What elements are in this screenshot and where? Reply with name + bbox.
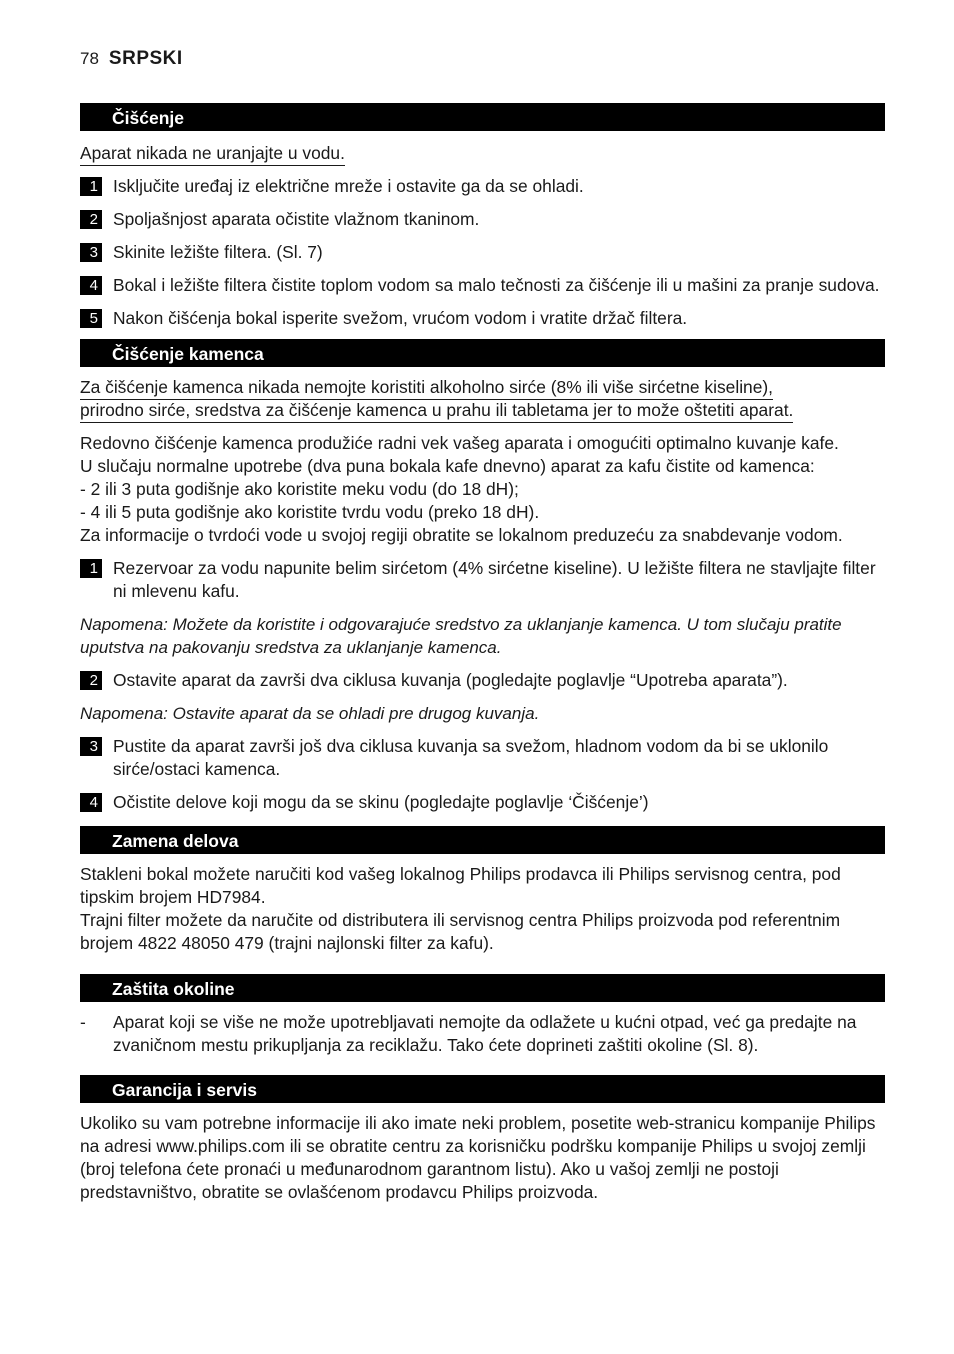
cleaning-step xyxy=(80,241,885,264)
step-number: 3 xyxy=(80,243,102,262)
language-label: SRPSKI xyxy=(108,48,183,69)
step-text: Pustite da aparat završi još dva ciklusa kuvanja sa svežom, hladnom vodom da bi se uklonilo sirće/ostaci kamenca. xyxy=(113,736,829,779)
replacement-para: Stakleni bokal možete naručiti kod vašeg lokalnog Philips prodavca ili Philips servisnog centra, pod tipskim brojem HD7984. xyxy=(80,864,841,907)
intro-line: Za informacije o tvrdoći vode u svojoj regiji obratite se lokalnom preduzeću za snabdevanje vodom. xyxy=(80,525,843,545)
cleaning-warning xyxy=(80,142,885,165)
step-number: 3 xyxy=(80,737,102,756)
step-number: 4 xyxy=(80,793,102,812)
cleaning-step xyxy=(80,175,885,198)
descaling-warning-line: prirodno sirće, sredstva za čišćenje kamenca u prahu ili tabletama jer to može oštetiti aparat. xyxy=(80,400,793,423)
replacement-para: Trajni filter možete da naručite od distributera ili servisnog centra Philips proizvoda pod referentnim brojem 4822 48050 479 (trajni najlonski filter za kafu). xyxy=(80,910,841,953)
step-text: Skinite ležište filtera. (Sl. 7) xyxy=(113,242,323,262)
descaling-step xyxy=(80,557,885,603)
cleaning-step xyxy=(80,307,885,330)
descaling-step xyxy=(80,791,885,814)
guarantee-text: Ukoliko su vam potrebne informacije ili ako imate neki problem, posetite web-stranicu kompanije Philips na adresi xyxy=(80,1113,876,1156)
step-number: 2 xyxy=(80,210,102,229)
descaling-warning-line: Za čišćenje kamenca nikada nemojte koristiti alkoholno sirće (8% ili više sirćetne kiseline), xyxy=(80,377,773,400)
step-number: 1 xyxy=(80,177,102,196)
page-content xyxy=(80,103,885,1204)
step-number: 4 xyxy=(80,276,102,295)
step-text: Bokal i ležište filtera čistite toplom vodom sa malo tečnosti za čišćenje ili u mašini za pranje sudova. xyxy=(113,275,880,295)
descaling-step xyxy=(80,735,885,781)
dash-bullet: - xyxy=(80,1012,86,1032)
section-title-descaling: Čišćenje kamenca xyxy=(80,339,885,367)
descaling-warning xyxy=(80,376,885,422)
note: Napomena: Možete da koristite i odgovarajuće sredstvo za uklanjanje kamenca. U tom slučaju pratite uputstva na pakovanju sredstva za uklanjanje kamenca. xyxy=(80,615,842,657)
cleaning-warning-text: Aparat nikada ne uranjajte u vodu. xyxy=(80,143,345,166)
step-text: Rezervoar za vodu napunite belim sirćetom (4% sirćetne kiseline). U ležište filtera ne stavljajte filter ni mlevenu kafu. xyxy=(113,558,876,601)
philips-website-link[interactable]: www.philips.com xyxy=(156,1136,285,1156)
step-text: Isključite uređaj iz električne mreže i ostavite ga da se ohladi. xyxy=(113,176,584,196)
intro-line: U slučaju normalne upotrebe (dva puna bokala kafe dnevno) aparat za kafu čistite od kamenca: xyxy=(80,456,815,476)
descaling-step xyxy=(80,669,885,692)
step-number: 1 xyxy=(80,559,102,578)
intro-line: - 4 ili 5 puta godišnje ako koristite tvrdu vodu (preko 18 dH). xyxy=(80,502,540,522)
environment-text: Aparat koji se više ne može upotrebljavati nemojte da odlažete u kućni otpad, već ga predajte na zvaničnom mestu prikupljanja za reciklažu. Tako ćete doprineti zaštiti okoline (Sl. 8). xyxy=(113,1012,857,1055)
intro-line: - 2 ili 3 puta godišnje ako koristite meku vodu (do 18 dH); xyxy=(80,479,519,499)
descaling-intro xyxy=(80,432,885,547)
guarantee-paragraph xyxy=(80,1112,885,1204)
page-header xyxy=(80,48,183,70)
step-text: Nakon čišćenja bokal isperite svežom, vrućom vodom i vratite držač filtera. xyxy=(113,308,688,328)
environment-item xyxy=(80,1011,885,1057)
step-text: Očistite delove koji mogu da se skinu (pogledajte poglavlje ‘Čišćenje’) xyxy=(113,792,649,812)
intro-line: Redovno čišćenje kamenca produžiće radni vek vašeg aparata i omogućiti optimalno kuvanje kafe. xyxy=(80,433,839,453)
step-number: 5 xyxy=(80,309,102,328)
step-text: Spoljašnjost aparata očistite vlažnom tkaninom. xyxy=(113,209,480,229)
page-number: 78 xyxy=(80,49,99,68)
section-title-cleaning: Čišćenje xyxy=(80,103,885,131)
step-text: Ostavite aparat da završi dva ciklusa kuvanja (pogledajte poglavlje “Upotreba aparata”). xyxy=(113,670,788,690)
step-number: 2 xyxy=(80,671,102,690)
section-title-replacement: Zamena delova xyxy=(80,826,885,854)
note: Napomena: Ostavite aparat da se ohladi pre drugog kuvanja. xyxy=(80,704,540,723)
cleaning-step xyxy=(80,274,885,297)
cleaning-step xyxy=(80,208,885,231)
section-title-guarantee: Garancija i servis xyxy=(80,1075,885,1103)
section-title-environment: Zaštita okoline xyxy=(80,974,885,1002)
guarantee-text: ili se obratite centru za korisničku podršku kompanije Philips u svojoj zemlji (broj telefona ćete pronaći u međunarodnom garantnom listu). Ako u vašoj zemlji ne postoji predstavništvo, obratite se ovlašćenom prodavcu Philips proizvoda. xyxy=(80,1136,866,1202)
